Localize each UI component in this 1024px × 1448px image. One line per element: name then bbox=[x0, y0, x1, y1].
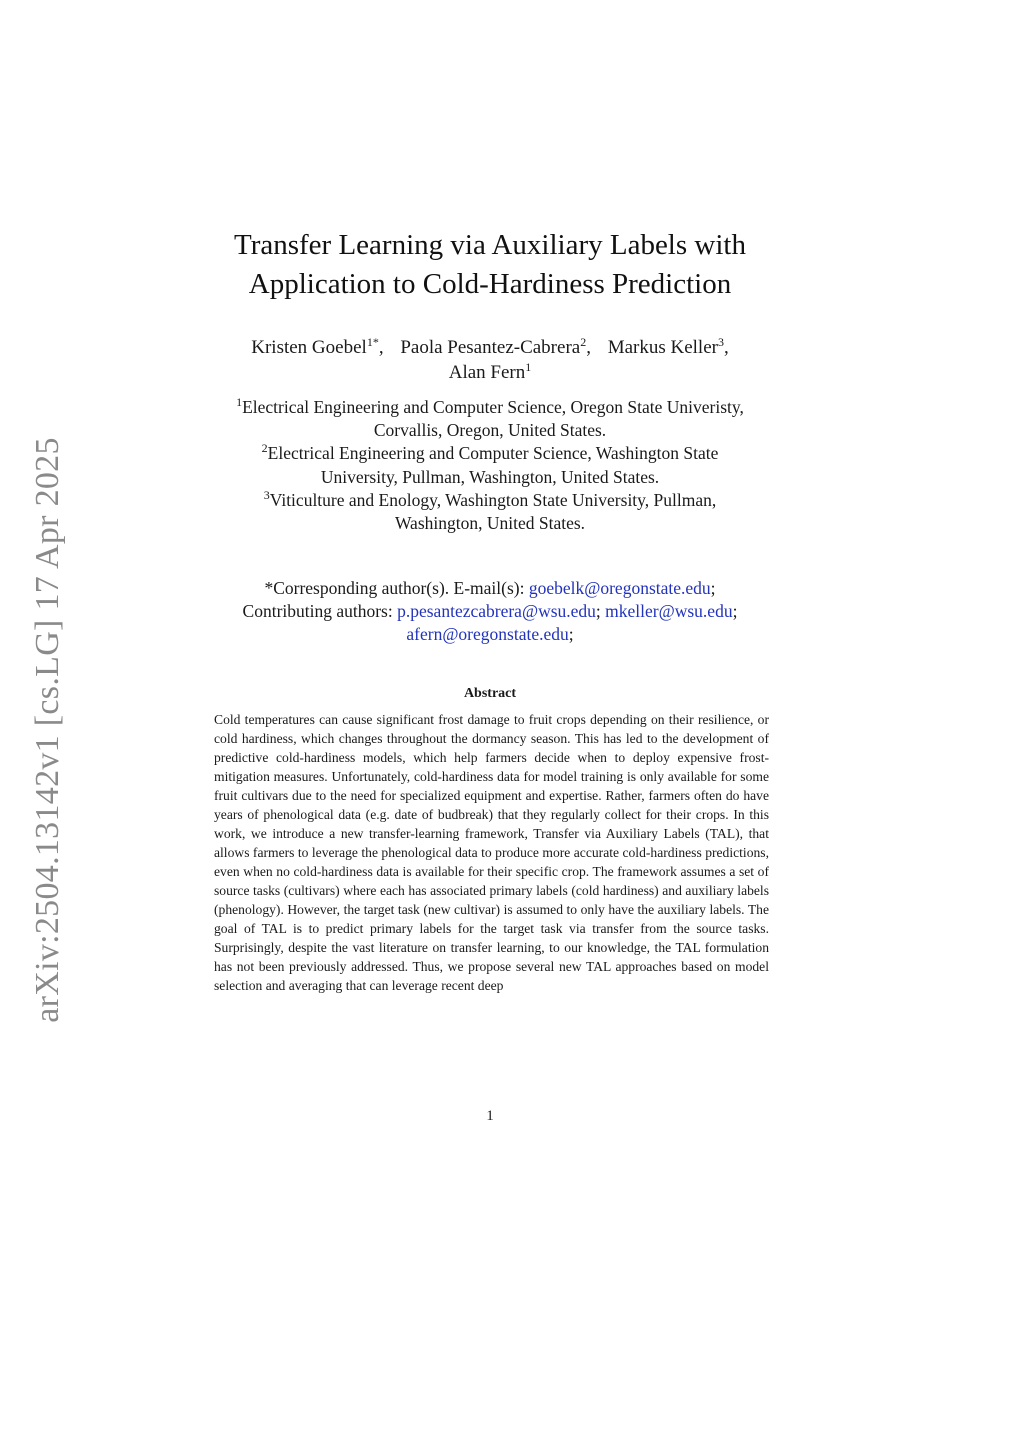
contributing-email-link[interactable]: afern@oregonstate.edu bbox=[406, 624, 569, 645]
author-affiliation-mark: 2 bbox=[580, 335, 587, 349]
affiliation-number: 1 bbox=[236, 395, 243, 409]
author-name: Markus Keller bbox=[607, 337, 718, 358]
affiliation-item: $^1$Electrical Engineering and Computer Science, Oregon State Univeristy, Corvallis, Oregon, United States. bbox=[236, 395, 744, 441]
contributing-label: Contributing authors: bbox=[242, 601, 398, 622]
author-affiliation-mark: 1* bbox=[366, 335, 379, 349]
author-list: Kristen Goebel$^{1*}$, Paola Pesantez-Cabrera$^2$, Markus Keller$^3$, Alan Fern$^1$ bbox=[251, 335, 729, 383]
abstract-text: Cold temperatures can cause significant frost damage to fruit crops depending on their resilience, or cold hardiness, which changes throughout the dormancy season. This has led to the development of predictive cold-hardiness models, which help farmers decide when to deploy expensive frost-mitigation measures. Unfortunately, cold-hardiness data for model training is only available for some fruit cultivars due to the need for specialized equipment and expertise. Rather, farmers often do have years of phenological data (e.g. date of budbreak) that they regularly collect for their crops. In this work, we introduce a new transfer-learning framework, Transfer via Auxiliary Labels (TAL), that allows farmers to leverage the phenological data to produce more accurate cold-hardiness predictions, even when no cold-hardiness data is available for their specific crop. The framework assumes a set of source tasks (cultivars) where each has associated primary labels (cold hardiness) and auxiliary labels (phenology). However, the target task (new cultivar) is assumed to only have the auxiliary labels. The goal of TAL is to predict primary labels for the target task via transfer from the source tasks. Surprisingly, despite the vast literature on transfer learning, to our knowledge, the TAL formulation has not been previously addressed. Thus, we propose several new TAL approaches based on model selection and averaging that can leverage recent deep bbox=[214, 712, 769, 993]
paper-title bbox=[150, 226, 830, 304]
author-name: Kristen Goebel bbox=[251, 337, 367, 358]
arxiv-identifier: arXiv:2504.13142v1 [cs.LG] 17 Apr 2025 bbox=[29, 437, 66, 1023]
author-name: Alan Fern bbox=[448, 362, 526, 383]
author-affiliation-mark: 1 bbox=[525, 360, 532, 374]
abstract-heading: Abstract bbox=[463, 686, 517, 701]
correspondence-block: *Corresponding author(s). E-mail(s): goebelk@oregonstate.edu; Contributing authors: p.pesantezcabrera@wsu.edu; mkeller@wsu.edu; afern@oregonstate.edu; bbox=[242, 578, 738, 645]
affiliation-item: $^3$Viticulture and Enology, Washington State University, Pullman, Washington, United States. bbox=[263, 487, 717, 534]
author-affiliation-mark: 3 bbox=[717, 335, 724, 349]
author-name: Paola Pesantez-Cabrera bbox=[400, 337, 581, 358]
affiliation-number: 2 bbox=[261, 441, 268, 456]
title-line-2: Application to Cold-Hardiness Prediction bbox=[248, 268, 732, 300]
corresponding-label: *Corresponding author(s). E-mail(s): bbox=[264, 578, 529, 598]
affiliation-number: 3 bbox=[263, 487, 270, 502]
contributing-email-link[interactable]: mkeller@wsu.edu bbox=[605, 601, 733, 622]
affiliation-item: $^2$Electrical Engineering and Computer Science, Washington State University, Pullman, Washington, United States. bbox=[261, 441, 719, 487]
corresponding-email-link[interactable]: goebelk@oregonstate.edu bbox=[528, 578, 711, 598]
page-number: 1 bbox=[486, 1108, 494, 1124]
contributing-email-link[interactable]: p.pesantezcabrera@wsu.edu bbox=[397, 601, 596, 622]
affiliation-list bbox=[150, 396, 830, 535]
title-line-1: Transfer Learning via Auxiliary Labels with bbox=[234, 229, 746, 261]
